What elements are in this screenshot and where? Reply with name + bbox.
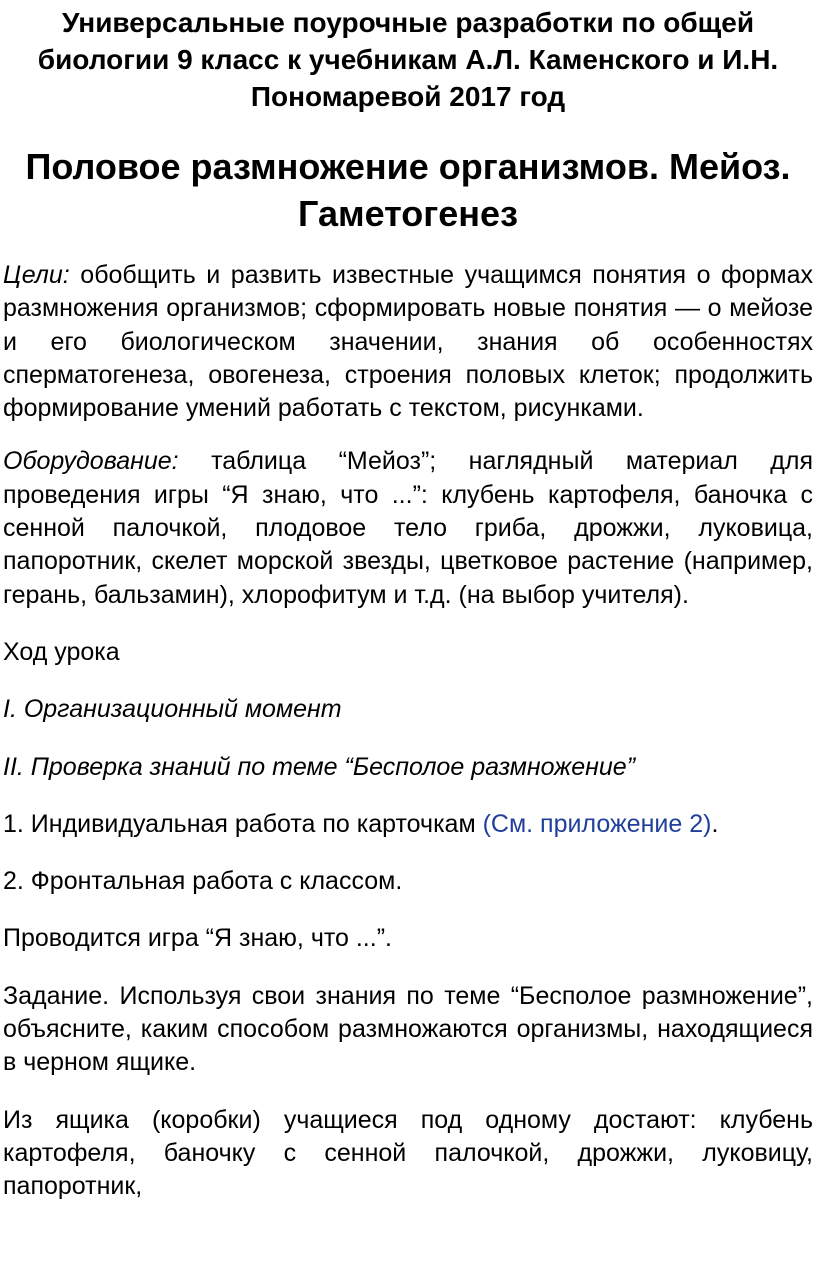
item-individual-work-text: 1. Индивидуальная работа по карточкам [3,809,483,838]
item-individual-work-end: . [711,809,719,838]
section-organizational-moment: I. Организационный момент [3,695,342,724]
appendix-link[interactable]: (См. приложение 2) [482,809,712,838]
document-header: Универсальные поурочные разработки по общей биологии 9 класс к учебникам А.Л. Каменского и И.Н. Пономаревой 2017 год [37,7,779,112]
document-page [0,4,816,1274]
equipment-label: Оборудование: [3,447,179,476]
equipment-text: таблица “Мейоз”; наглядный материал для проведения игры “Я знаю, что ...”: клубень картофеля, баночка с сенной палочкой, плодовое тело гриба, дрожжи, луковица, папоротник, скелет морской звезды, цветковое растение (например, герань, бальзамин), хлорофитум и т.д. (на выбор учителя). [3,447,813,609]
goals-label: Цели: [3,261,70,289]
lesson-progress-heading: Ход урока [3,637,120,666]
equipment-paragraph [3,445,813,611]
item-individual-work [3,808,813,841]
item-frontal-work: 2. Фронтальная работа с классом. [3,867,403,896]
lesson-title: Половое размножение организмов. Мейоз. Гаметогенез [25,146,791,234]
goals-text: обобщить и развить известные учащимся понятия о формах размножения организмов; сформировать новые понятия — о мейозе и его биологическом значении, знания об особенностях сперматогенеза, овогенеза, строения половых клеток; продолжить формирование умений работать с текстом, рисунками. [3,261,813,423]
task-paragraph: Задание. Используя свои знания по теме “Бесполое размножение”, объясните, каким способом размножаются организмы, находящиеся в черном ящике. [3,981,813,1077]
game-intro-paragraph: Проводится игра “Я знаю, что ...”. [3,924,392,953]
section-knowledge-check: II. Проверка знаний по теме “Бесполое размножение” [3,752,636,781]
goals-paragraph [3,259,813,425]
black-box-paragraph: Из ящика (коробки) учащиеся под одному достают: клубень картофеля, баночку с сенной палочкой, дрожжи, луковицу, папоротник, [3,1105,813,1201]
